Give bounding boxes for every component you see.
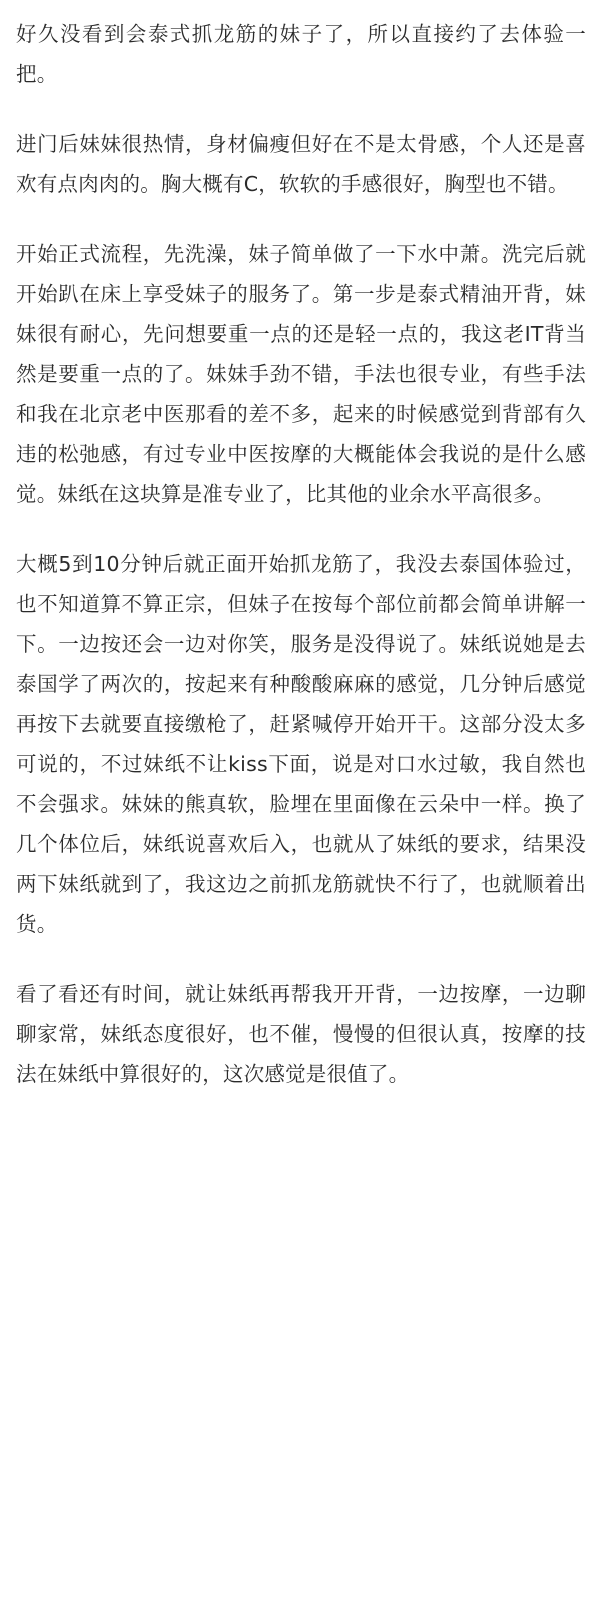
paragraph-1: 好久没看到会泰式抓龙筋的妹子了，所以直接约了去体验一把。 bbox=[16, 22, 586, 86]
paragraph-3: 开始正式流程，先洗澡，妹子简单做了一下水中萧。洗完后就开始趴在床上享受妹子的服务了。第一步是泰式精油开背，妹妹很有耐心，先问想要重一点的还是轻一点的，我这老IT背当然是要重一点的了。妹妹手劲不错，手法也很专业，有些手法和我在北京老中医那看的差不多，起来的时候感觉到背部有久违的松弛感，有过专业中医按摩的大概能体会我说的是什么感觉。妹纸在这块算是准专业了，比其他的业余水平高很多。 bbox=[16, 242, 586, 506]
paragraph-4: 大概5到10分钟后就正面开始抓龙筋了，我没去泰国体验过，也不知道算不算正宗，但妹子在按每个部位前都会简单讲解一下。一边按还会一边对你笑，服务是没得说了。妹纸说她是去泰国学了两次的，按起来有种酸酸麻麻的感觉，几分钟后感觉再按下去就要直接缴枪了，赶紧喊停开始开干。这部分没太多可说的，不过妹纸不让kiss下面，说是对口水过敏，我自然也不会强求。妹妹的熊真软，脸埋在里面像在云朵中一样。换了几个体位后，妹纸说喜欢后入，也就从了妹纸的要求，结果没两下妹纸就到了，我这边之前抓龙筋就快不行了，也就顺着出货。 bbox=[16, 552, 586, 936]
paragraph-2: 进门后妹妹很热情，身材偏瘦但好在不是太骨感，个人还是喜欢有点肉肉的。胸大概有C，软软的手感很好，胸型也不错。 bbox=[16, 132, 586, 196]
paragraph-5: 看了看还有时间，就让妹纸再帮我开开背，一边按摩，一边聊聊家常，妹纸态度很好，也不催，慢慢的但很认真，按摩的技法在妹纸中算很好的，这次感觉是很值了。 bbox=[16, 982, 586, 1086]
